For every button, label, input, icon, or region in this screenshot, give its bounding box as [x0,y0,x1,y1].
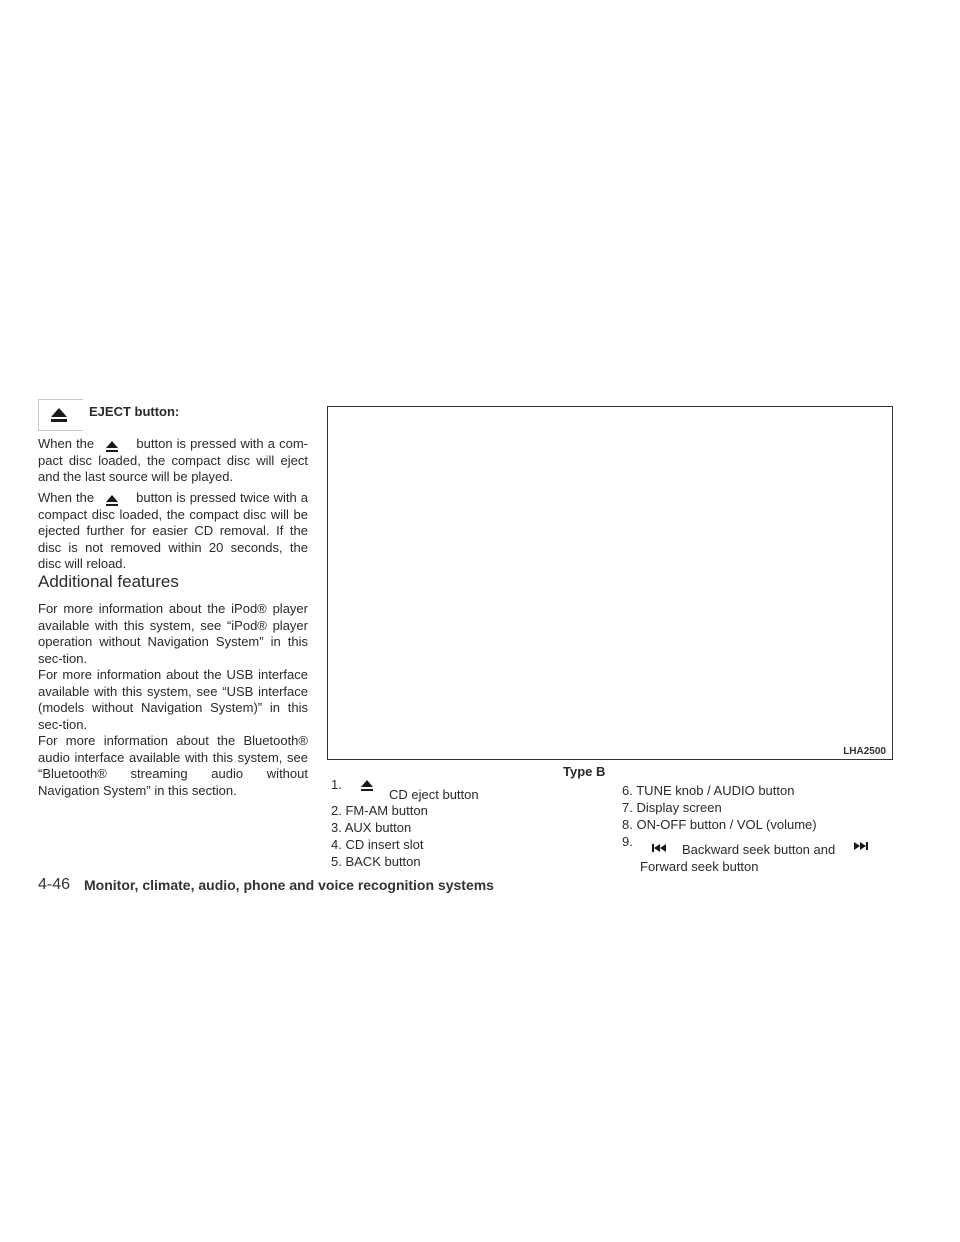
legend-text: Display screen [636,800,722,815]
eject-heading: EJECT button: [89,404,180,419]
legend-num: 2. [331,803,342,818]
legend-item [331,836,551,853]
legend-text: BACK button [345,854,421,869]
eject-button-icon-box [38,399,83,431]
legend-num: 7. [622,800,633,815]
backward-seek-icon [652,843,666,853]
legend-left [331,777,551,870]
legend-num: 6. [622,783,633,798]
legend-item [331,853,551,870]
legend-num: 1. [331,777,342,792]
legend-num: 3. [331,820,342,835]
legend-num: 5. [331,854,342,869]
eject-icon-inline [106,495,118,502]
eject-icon [51,408,67,417]
legend-item [622,833,902,873]
legend-item [331,819,551,836]
legend-text: TUNE knob / AUDIO button [636,783,795,798]
eject-icon-bar [51,419,67,422]
legend-item [622,782,902,799]
additional-paragraph-1: For more information about the iPod® player available with this system, see “iPod® player operation without Navigation System” in this sec-tion. [38,601,308,666]
legend-text: ON-OFF button / VOL (volume) [636,817,817,832]
legend-item [331,777,551,802]
eject-p2-prefix: When the [38,490,95,505]
eject-icon-inline [106,441,118,448]
legend-item [331,802,551,819]
legend-num: 8. [622,817,633,832]
audio-unit-figure [327,406,893,760]
legend-text: Backward seek button and [682,842,836,857]
eject-paragraph-2 [38,490,308,573]
additional-paragraph-3: For more information about the Bluetooth® audio interface available with this system, see “Bluetooth® streaming audio without Navigation System” in this section. [38,733,308,798]
additional-paragraph-2: For more information about the USB interface available with this system, see “USB interface (models without Navigation System)” in this sec-tion. [38,667,308,732]
legend-item [622,799,902,816]
eject-p1-prefix: When the [38,436,95,451]
legend-num: 9. [622,834,633,849]
page-number: 4-46 [38,876,71,893]
additional-features-heading: Additional features [38,572,179,591]
eject-p2-text: button is pressed twice with a compact disc loaded, the compact disc will be ejected further for easier CD removal. If the disc is not removed within 20 seconds, the disc will reload. [38,490,308,572]
forward-seek-icon [854,841,868,851]
legend-text: CD eject button [389,787,479,802]
chapter-title: Monitor, climate, audio, phone and voice recognition systems [84,877,494,893]
legend-text: AUX button [344,820,412,835]
legend-text: FM-AM button [345,803,428,818]
eject-p1-text: button is pressed with a com-pact disc loaded, the compact disc will eject and the last source will be played. [38,436,308,485]
figure-code: LHA2500 [843,746,886,757]
eject-icon [361,780,373,787]
legend-text: CD insert slot [345,837,424,852]
legend-num: 4. [331,837,342,852]
figure-caption: Type B [563,764,606,779]
eject-paragraph-1 [38,436,308,486]
legend-right [622,782,902,873]
legend-text: Forward seek button [640,859,759,874]
legend-item [622,816,902,833]
